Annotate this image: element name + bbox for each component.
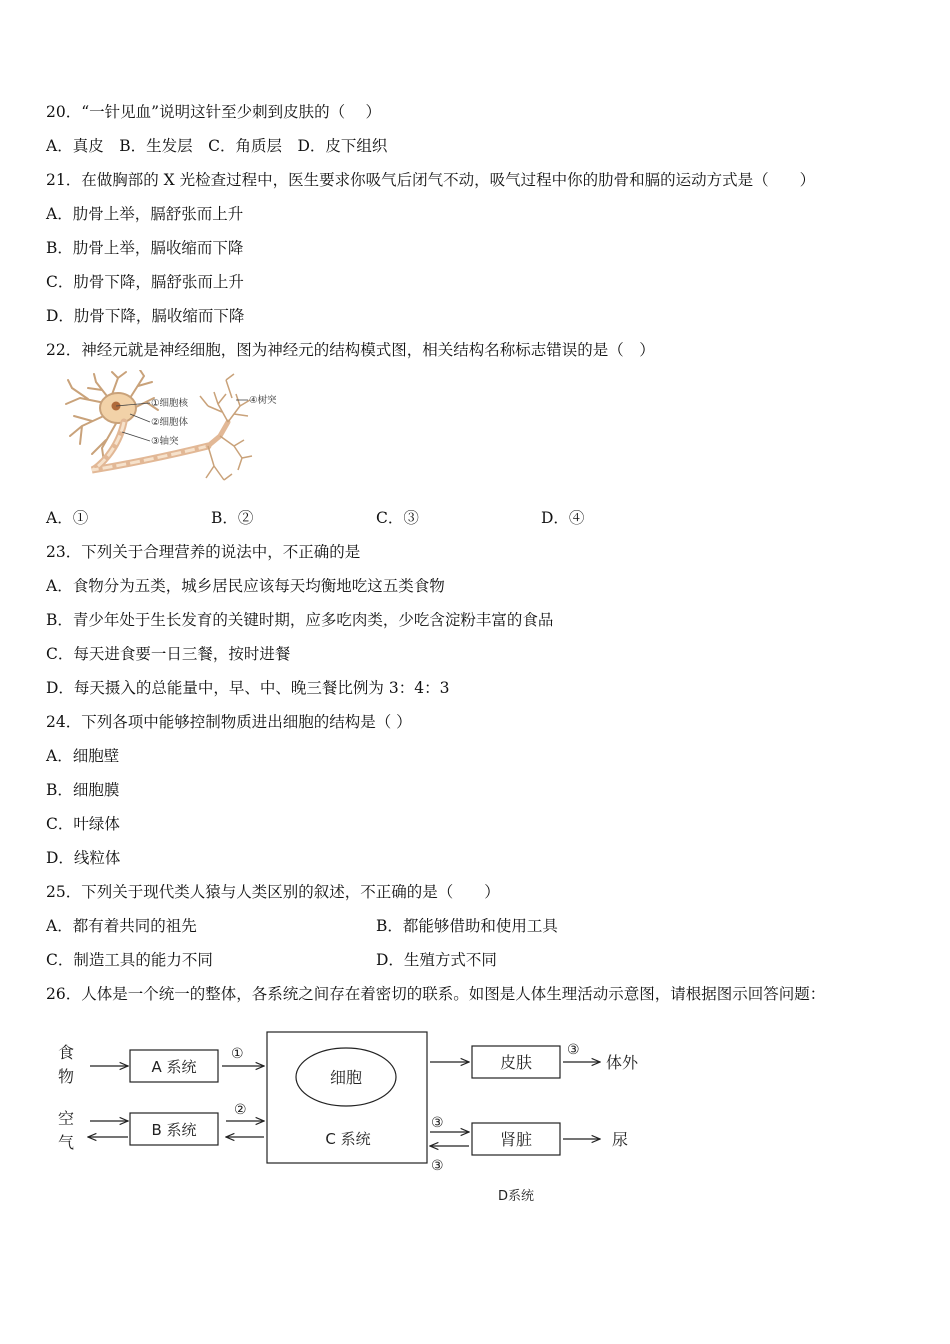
- q24-option-b: B．细胞膜: [46, 781, 120, 799]
- system-c-box: C 系统: [325, 1130, 371, 1148]
- q21-option-a: A．肋骨上举，膈舒张而上升: [46, 205, 244, 223]
- kidney-box: 肾脏: [499, 1130, 533, 1149]
- q21-stem: 21．在做胸部的 X 光检查过程中，医生要求你吸气后闭气不动，吸气过程中你的肋骨和膈的运动方式是（ ）: [46, 171, 816, 189]
- neuron-label-1: ①细胞核: [151, 398, 189, 409]
- marker-3-to-kidney: ③: [431, 1115, 444, 1131]
- neuron-label-4: ④树突: [249, 395, 277, 406]
- label-air-2: 气: [58, 1133, 75, 1152]
- system-b-box: B 系统: [151, 1121, 197, 1139]
- q25-stem: 25．下列关于现代类人猿与人类区别的叙述，不正确的是（ ）: [46, 883, 500, 901]
- skin-box: 皮肤: [499, 1053, 533, 1072]
- marker-3-from-kidney: ③: [431, 1158, 444, 1174]
- physiology-diagram: [0, 1020, 700, 1220]
- neuron-label-3: ③轴突: [151, 436, 179, 447]
- q22-option-d: D．④: [541, 509, 585, 527]
- marker-3-skin: ③: [567, 1042, 580, 1058]
- marker-2: ②: [234, 1102, 247, 1118]
- q24-option-c: C．叶绿体: [46, 815, 120, 833]
- neuron-figure: [58, 370, 283, 495]
- q24-option-d: D．线粒体: [46, 849, 121, 867]
- label-air-1: 空: [58, 1109, 75, 1128]
- label-food-2: 物: [58, 1067, 75, 1086]
- q24-stem: 24．下列各项中能够控制物质进出细胞的结构是（ ）: [46, 713, 412, 731]
- q26-stem: 26．人体是一个统一的整体，各系统之间存在着密切的联系。如图是人体生理活动示意图，请根据图示回答问题：: [46, 985, 826, 1003]
- q23-option-b: B．青少年处于生长发育的关键时期，应多吃肉类，少吃含淀粉丰富的食品: [46, 611, 554, 629]
- system-a-box: A 系统: [151, 1058, 197, 1076]
- q23-option-a: A．食物分为五类，城乡居民应该每天均衡地吃这五类食物: [46, 577, 445, 595]
- q25-option-d: D．生殖方式不同: [376, 951, 497, 969]
- system-d-label: D系统: [497, 1189, 535, 1204]
- q21-option-b: B．肋骨上举，膈收缩而下降: [46, 239, 244, 257]
- label-outside: 体外: [606, 1053, 639, 1072]
- q25-option-a: A．都有着共同的祖先: [46, 917, 197, 935]
- q24-option-a: A．细胞壁: [46, 747, 120, 765]
- label-food-1: 食: [58, 1043, 75, 1062]
- neuron-label-2: ②细胞体: [151, 417, 189, 428]
- cell-ellipse: 细胞: [329, 1068, 363, 1087]
- q22-option-a: A．①: [46, 509, 89, 527]
- q25-option-c: C．制造工具的能力不同: [46, 951, 213, 969]
- q20-stem: 20．“一针见血”说明这针至少刺到皮肤的（ ）: [46, 103, 381, 121]
- q22-option-b: B．②: [211, 509, 254, 527]
- q21-option-c: C．肋骨下降，膈舒张而上升: [46, 273, 244, 291]
- q23-stem: 23．下列关于合理营养的说法中，不正确的是: [46, 543, 361, 561]
- q22-option-c: C．③: [376, 509, 419, 527]
- label-urine: 尿: [612, 1130, 629, 1149]
- q25-option-b: B．都能够借助和使用工具: [376, 917, 558, 935]
- q20-options: A．真皮 B．生发层 C．角质层 D．皮下组织: [46, 137, 388, 155]
- q23-option-d: D．每天摄入的总能量中，早、中、晚三餐比例为 3：4：3: [46, 679, 450, 697]
- q21-option-d: D．肋骨下降，膈收缩而下降: [46, 307, 245, 325]
- q23-option-c: C．每天进食要一日三餐，按时进餐: [46, 645, 291, 663]
- marker-1: ①: [231, 1046, 244, 1062]
- q22-stem: 22．神经元就是神经细胞，图为神经元的结构模式图，相关结构名称标志错误的是（ ）: [46, 341, 655, 359]
